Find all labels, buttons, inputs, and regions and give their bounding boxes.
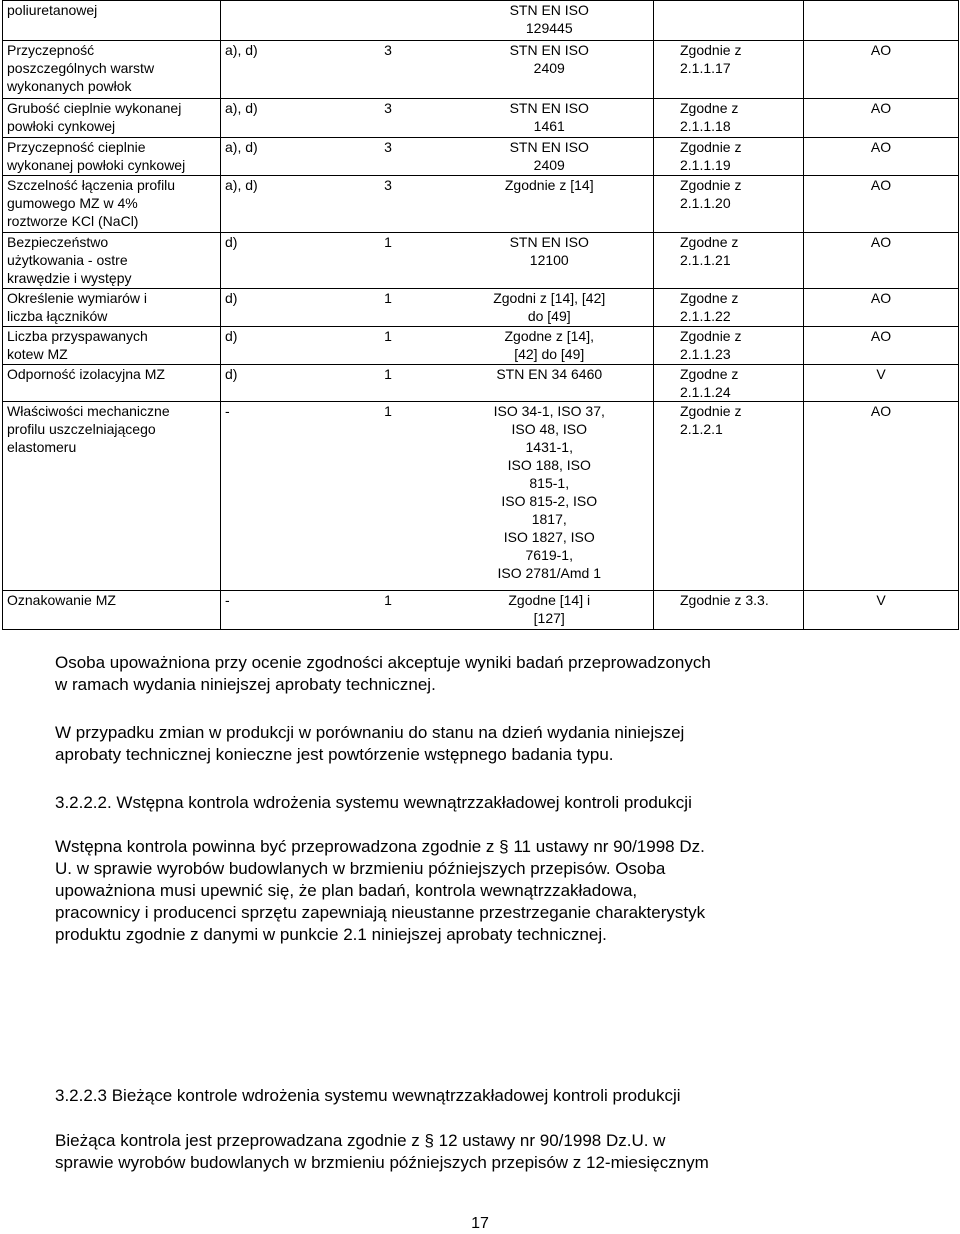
cell-property-text: Grubość cieplnie wykonanej powłoki cynkowej: [7, 100, 182, 134]
cell-test-standard: [446, 402, 654, 591]
cell-sample-count: [331, 99, 446, 138]
cell-test-standard: [446, 233, 654, 289]
cell-sample-count: [331, 402, 446, 591]
cell-property: [3, 176, 221, 233]
cell-control-type: [804, 233, 959, 289]
cell-approval-point-text: Zgodne z 2.1.1.22: [680, 290, 739, 324]
cell-test-standard: [446, 99, 654, 138]
cell-test-standard: [446, 365, 654, 402]
cell-approval-point-text: Zgodnie z 2.1.2.1: [680, 403, 742, 437]
cell-property: [3, 233, 221, 289]
paragraph-assessment: Osoba upoważniona przy ocenie zgodności akceptuje wyniki badań przeprowadzonych w ramach wydania niniejszej aprobaty technicznej.: [55, 653, 711, 694]
cell-test-standard-text: STN EN 34 6460: [496, 366, 603, 382]
cell-property-text: Szczelność łączenia profilu gumowego MZ w 4% roztworze KCl (NaCl): [7, 177, 176, 229]
cell-property: [3, 327, 221, 365]
cell-control-type-text: AO: [870, 42, 892, 58]
cell-property-text: Przyczepność cieplnie wykonanej powłoki cynkowej: [7, 139, 186, 173]
cell-test-standard-text: STN EN ISO 2409: [509, 42, 589, 76]
cell-sample-count-text: 3: [384, 42, 392, 58]
cell-requirement-text: -: [225, 592, 230, 608]
cell-sample-count-text: 1: [384, 592, 392, 608]
cell-control-type: [804, 138, 959, 176]
cell-requirement-text: d): [225, 290, 238, 306]
cell-property-text: Właściwości mechaniczne profilu uszczelniającego elastomeru: [7, 403, 170, 455]
cell-control-type-text: V: [876, 592, 886, 608]
cell-requirement-text: d): [225, 328, 238, 344]
paragraph-changes: W przypadku zmian w produkcji w porównaniu do stanu na dzień wydania niniejszej aprobaty technicznej konieczne jest powtórzenie wstępnego badania typu.: [55, 723, 685, 764]
cell-property-text: Bezpieczeństwo użytkowania - ostre krawędzie i występy: [7, 234, 132, 286]
cell-approval-point: [654, 41, 804, 99]
cell-property-text: Określenie wymiarów i liczba łączników: [7, 290, 148, 324]
cell-requirement-text: a), d): [225, 177, 258, 193]
table-row: [3, 327, 959, 365]
cell-approval-point: [654, 233, 804, 289]
cell-control-type-text: AO: [870, 328, 892, 344]
cell-sample-count: [331, 41, 446, 99]
cell-sample-count: [331, 176, 446, 233]
heading-section-3222: [55, 792, 833, 814]
text-section-initial-control: [55, 836, 833, 946]
cell-control-type: [804, 402, 959, 591]
cell-test-standard: [446, 138, 654, 176]
cell-test-standard: [446, 289, 654, 327]
cell-requirement: [221, 41, 331, 99]
cell-requirement: [221, 99, 331, 138]
cell-requirement-text: a), d): [225, 42, 258, 58]
cell-approval-point: [654, 176, 804, 233]
cell-test-standard-text: STN EN ISO 12100: [509, 234, 589, 268]
cell-sample-count: [331, 289, 446, 327]
specification-table: [2, 0, 959, 630]
cell-requirement-text: -: [225, 403, 230, 419]
cell-sample-count: [331, 591, 446, 630]
cell-control-type-text: AO: [870, 290, 892, 306]
cell-property: [3, 591, 221, 630]
table-row: [3, 365, 959, 402]
cell-control-type-text: AO: [870, 139, 892, 155]
cell-property: [3, 1, 221, 41]
cell-requirement: [221, 365, 331, 402]
section-heading-3223: 3.2.2.3 Bieżące kontrole wdrożenia systemu wewnątrzzakładowej kontroli produkcji: [55, 1086, 681, 1105]
cell-approval-point-text: Zgodnie z 2.1.1.19: [680, 139, 742, 173]
cell-test-standard: [446, 327, 654, 365]
cell-sample-count-text: 3: [384, 100, 392, 116]
cell-test-standard: [446, 1, 654, 41]
cell-property-text: poliuretanowej: [7, 2, 98, 18]
cell-control-type-text: AO: [870, 100, 892, 116]
cell-requirement: [221, 138, 331, 176]
paragraph-ongoing-control: Bieżąca kontrola jest przeprowadzana zgodnie z § 12 ustawy nr 90/1998 Dz.U. w sprawie wyrobów budowlanych w brzmieniu późniejszych przepisów z 12-miesięcznym: [55, 1131, 709, 1172]
cell-property: [3, 289, 221, 327]
table-row: [3, 99, 959, 138]
cell-control-type: [804, 176, 959, 233]
cell-test-standard: [446, 176, 654, 233]
cell-requirement-text: d): [225, 366, 238, 382]
cell-property-text: Przyczepność poszczególnych warstw wykonanych powłok: [7, 42, 155, 94]
cell-test-standard-text: STN EN ISO 1461: [509, 100, 589, 134]
cell-property: [3, 402, 221, 591]
table-row: [3, 1, 959, 41]
cell-property-text: Odporność izolacyjna MZ: [7, 366, 165, 382]
cell-sample-count: [331, 365, 446, 402]
cell-sample-count: [331, 138, 446, 176]
cell-approval-point-text: Zgodne z 2.1.1.21: [680, 234, 739, 268]
table-row: [3, 289, 959, 327]
cell-control-type-text: AO: [870, 403, 892, 419]
cell-requirement: [221, 591, 331, 630]
cell-approval-point: [654, 138, 804, 176]
table-row: [3, 233, 959, 289]
cell-control-type: [804, 1, 959, 41]
cell-approval-point-text: Zgodnie z 2.1.1.17: [680, 42, 742, 76]
cell-sample-count-text: 1: [384, 290, 392, 306]
table-row: [3, 402, 959, 591]
cell-property: [3, 138, 221, 176]
cell-test-standard-text: STN EN ISO 2409: [509, 139, 589, 173]
cell-test-standard-text: Zgodne z [14], [42] do [49]: [504, 328, 594, 362]
cell-requirement: [221, 233, 331, 289]
cell-control-type: [804, 289, 959, 327]
cell-approval-point: [654, 591, 804, 630]
cell-sample-count-text: 3: [384, 139, 392, 155]
cell-approval-point-text: Zgodne z 2.1.1.24: [680, 366, 739, 400]
cell-sample-count-text: 1: [384, 328, 392, 344]
cell-approval-point: [654, 365, 804, 402]
cell-approval-point: [654, 327, 804, 365]
cell-sample-count-text: 3: [384, 177, 392, 193]
cell-requirement: [221, 1, 331, 41]
cell-requirement-text: d): [225, 234, 238, 250]
text-section: [55, 652, 833, 696]
text-section-changes: [55, 722, 833, 766]
cell-property-text: Oznakowanie MZ: [7, 592, 116, 608]
cell-approval-point: [654, 289, 804, 327]
paragraph-initial-control: Wstępna kontrola powinna być przeprowadzona zgodnie z § 11 ustawy nr 90/1998 Dz. U. w sprawie wyrobów budowlanych w brzmieniu późniejszych przepisów. Osoba upoważniona musi upewnić się, że plan badań, kontrola wewnątrzzakładowa, pracownicy i producenci sprzętu zapewniają nieustanne przestrzeganie charakterystyk produktu zgodnie z danymi w punkcie 2.1 niniejszej aprobaty technicznej.: [55, 837, 706, 944]
cell-control-type: [804, 327, 959, 365]
table-row: [3, 176, 959, 233]
cell-approval-point-text: Zgodne z 2.1.1.18: [680, 100, 739, 134]
cell-sample-count-text: 1: [384, 403, 392, 419]
cell-control-type-text: V: [876, 366, 886, 382]
cell-sample-count-text: 1: [384, 366, 392, 382]
cell-control-type-text: AO: [870, 177, 892, 193]
cell-sample-count-text: 1: [384, 234, 392, 250]
cell-control-type-text: AO: [870, 234, 892, 250]
cell-sample-count: [331, 327, 446, 365]
cell-sample-count: [331, 1, 446, 41]
text-section-ongoing-control: [55, 1130, 833, 1174]
table-row: [3, 41, 959, 99]
cell-control-type: [804, 41, 959, 99]
cell-property: [3, 99, 221, 138]
cell-approval-point: [654, 402, 804, 591]
cell-test-standard-text: ISO 34-1, ISO 37, ISO 48, ISO 1431-1, ISO 188, ISO 815-1, ISO 815-2, ISO 1817, ISO 1827, ISO 7619-1, ISO 2781/Amd 1: [493, 403, 605, 581]
cell-test-standard-text: Zgodni z [14], [42] do [49]: [493, 290, 606, 324]
page-number: 17: [471, 1215, 489, 1232]
cell-approval-point: [654, 99, 804, 138]
cell-requirement: [221, 402, 331, 591]
cell-approval-point-text: Zgodnie z 2.1.1.23: [680, 328, 742, 362]
cell-requirement: [221, 327, 331, 365]
cell-test-standard-text: Zgodne [14] i [127]: [508, 592, 591, 626]
cell-control-type: [804, 99, 959, 138]
table-body: [3, 1, 959, 630]
cell-property: [3, 41, 221, 99]
table-row: [3, 138, 959, 176]
cell-approval-point: [654, 1, 804, 41]
cell-requirement-text: a), d): [225, 100, 258, 116]
cell-requirement-text: a), d): [225, 139, 258, 155]
heading-section-3223: [55, 1085, 833, 1107]
cell-test-standard: [446, 591, 654, 630]
cell-control-type: [804, 591, 959, 630]
cell-requirement: [221, 176, 331, 233]
cell-requirement: [221, 289, 331, 327]
cell-test-standard-text: Zgodnie z [14]: [504, 177, 594, 193]
cell-test-standard-text: STN EN ISO 129445: [509, 2, 589, 36]
cell-test-standard: [446, 41, 654, 99]
cell-property: [3, 365, 221, 402]
cell-control-type: [804, 365, 959, 402]
section-heading-3222: 3.2.2.2. Wstępna kontrola wdrożenia systemu wewnątrzzakładowej kontroli produkcji: [55, 793, 692, 812]
cell-sample-count: [331, 233, 446, 289]
cell-approval-point-text: Zgodnie z 2.1.1.20: [680, 177, 742, 211]
cell-property-text: Liczba przyspawanych kotew MZ: [7, 328, 148, 362]
cell-approval-point-text: Zgodnie z 3.3.: [680, 592, 769, 608]
table-row: [3, 591, 959, 630]
